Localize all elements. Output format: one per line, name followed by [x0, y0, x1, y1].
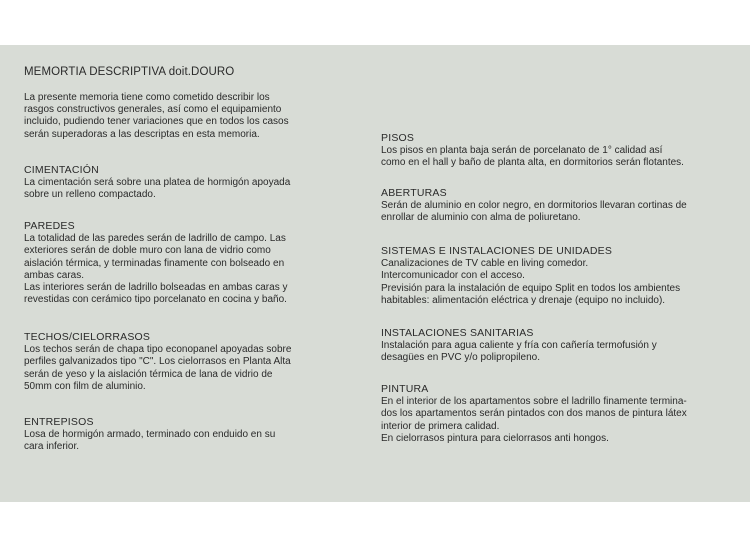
intro-line: rasgos constructivos generales, así como el equipamiento	[24, 104, 282, 116]
section-line: Instalación para agua caliente y fría con cañería termofusión y	[381, 340, 657, 352]
section-cimentacion	[24, 164, 346, 202]
section-line: perfiles galvanizados tipo "C". Los cielorrasos en Planta Alta	[24, 356, 291, 368]
section-entrepisos	[24, 416, 346, 454]
section-heading: CIMENTACIÓN	[24, 164, 99, 176]
section-line: Canalizaciones de TV cable en living comedor.	[381, 258, 589, 270]
section-line: Previsión para la instalación de equipo Split en todos los ambientes	[381, 282, 681, 294]
document-title: MEMORTIA DESCRIPTIVA doit.DOURO	[24, 66, 235, 78]
section-aberturas	[381, 187, 743, 225]
section-line: Las interiores serán de ladrillo bolseadas en ambas caras y	[24, 282, 288, 294]
section-line: Los techos serán de chapa tipo econopanel apoyadas sobre	[24, 344, 292, 356]
section-text	[381, 200, 743, 224]
section-line: La totalidad de las paredes serán de ladrillo de campo. Las	[24, 233, 286, 245]
section-line: En cielorrasos pintura para cielorrasos anti hongos.	[381, 432, 609, 444]
intro-paragraph	[24, 92, 346, 141]
section-text	[381, 258, 743, 307]
intro-line: serán superadoras a las descriptas en esta memoria.	[24, 128, 260, 140]
section-text	[381, 396, 743, 445]
section-text	[24, 344, 346, 393]
section-line: ambas caras.	[24, 269, 85, 281]
section-line: Losa de hormigón armado, terminado con enduido en su	[24, 429, 276, 441]
section-text	[381, 340, 743, 364]
section-line: desagües en PVC y/o polipropileno.	[381, 352, 540, 364]
section-line: enrollar de aluminio con alma de poliuretano.	[381, 212, 581, 224]
document-sheet	[0, 45, 750, 502]
section-sistemas-instalaciones	[381, 245, 743, 307]
section-line: Serán de aluminio en color negro, en dormitorios llevaran cortinas de	[381, 200, 687, 212]
section-line: revestidas con cerámico tipo porcelanato en cocina y baño.	[24, 294, 287, 306]
section-line: Intercomunicador con el acceso.	[381, 270, 525, 282]
section-paredes	[24, 220, 346, 306]
section-text	[381, 145, 743, 169]
intro-text	[24, 92, 346, 141]
intro-line: La presente memoria tiene como cometido describir los	[24, 92, 270, 103]
section-text	[24, 233, 346, 306]
section-heading: PINTURA	[381, 383, 429, 395]
section-text	[24, 177, 346, 201]
section-line: En el interior de los apartamentos sobre el ladrillo finamente termina-	[381, 396, 687, 408]
section-text	[24, 429, 346, 453]
section-line: 50mm con film de aluminio.	[24, 380, 146, 392]
section-pintura	[381, 383, 743, 445]
section-heading: SISTEMAS E INSTALACIONES DE UNIDADES	[381, 245, 613, 257]
section-pisos	[381, 132, 743, 170]
section-line: dos los apartamentos serán pintados con dos manos de pintura látex	[381, 408, 687, 420]
section-heading: PAREDES	[24, 220, 75, 232]
section-heading: INSTALACIONES SANITARIAS	[381, 327, 534, 339]
section-line: sobre un relleno compactado.	[24, 189, 156, 201]
intro-line: incluido, pudiendo tener variaciones que en todos los casos	[24, 116, 289, 128]
section-line: exteriores serán de doble muro con lana de vidrio como	[24, 245, 271, 257]
section-line: aislación térmica, y terminadas finamente con bolseado en	[24, 257, 285, 269]
section-techos-cielorrasos	[24, 331, 346, 393]
section-instalaciones-sanitarias	[381, 327, 743, 365]
section-line: La cimentación será sobre una platea de hormigón apoyada	[24, 177, 291, 189]
section-heading: ABERTURAS	[381, 187, 447, 199]
section-line: interior de primera calidad.	[381, 420, 500, 432]
section-line: cara inferior.	[24, 441, 80, 453]
section-line: serán de yeso y la aislación térmica de lana de vidrio de	[24, 368, 273, 380]
section-heading: ENTREPISOS	[24, 416, 94, 428]
section-line: Los pisos en planta baja serán de porcelanato de 1° calidad así	[381, 145, 663, 157]
section-line: como en el hall y baño de planta alta, en dormitorios serán flotantes.	[381, 157, 684, 169]
section-line: habitables: alimentación eléctrica y drenaje (equipo no incluido).	[381, 294, 666, 306]
section-heading: PISOS	[381, 132, 415, 144]
section-heading: TECHOS/CIELORRASOS	[24, 331, 151, 343]
